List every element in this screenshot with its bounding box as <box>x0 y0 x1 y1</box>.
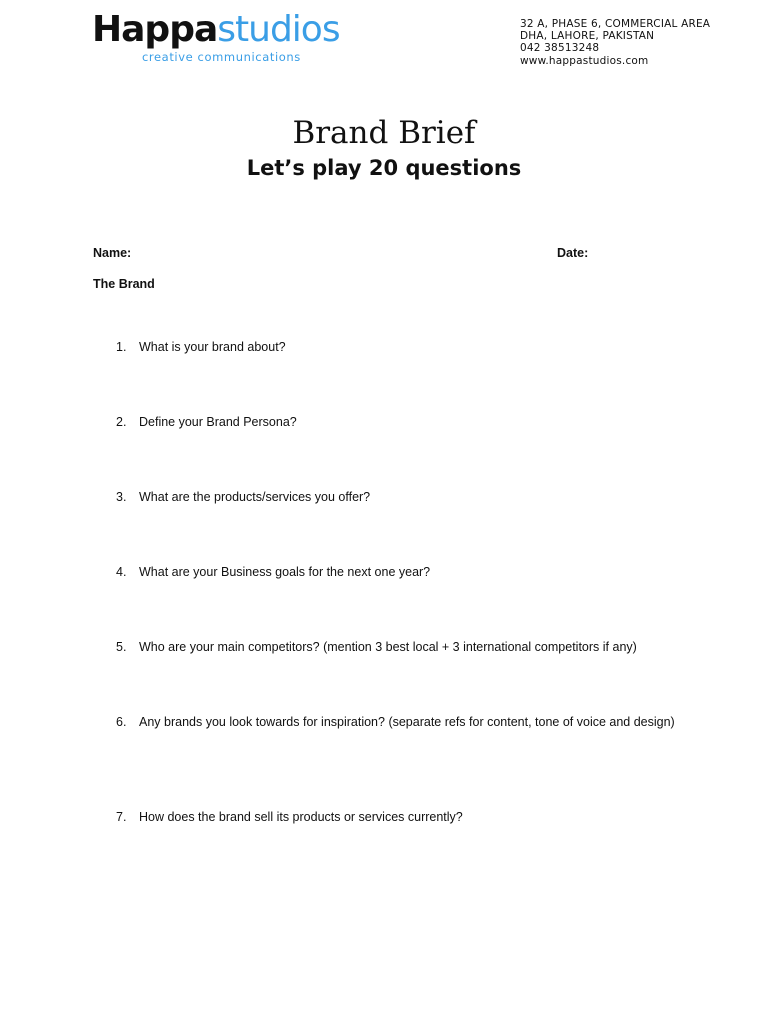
question-text: How does the brand sell its products or services currently? <box>139 810 463 824</box>
address-line: DHA, LAHORE, PAKISTAN <box>520 30 655 43</box>
logo-wordmark <box>92 10 340 50</box>
question-number: 4. <box>116 565 127 579</box>
name-field-label: Name: <box>93 246 132 260</box>
happastudios-logo <box>92 9 340 66</box>
question-number: 3. <box>116 490 127 504</box>
document-subtitle: Let’s play 20 questions <box>246 156 522 180</box>
website-url: www.happastudios.com <box>520 54 649 67</box>
logo-wordmark-bold: Happa <box>92 9 218 50</box>
question-text: Who are your main competitors? (mention 3 best local + 3 international competitors if any) <box>139 640 637 654</box>
question-text: What are your Business goals for the next one year? <box>139 565 431 579</box>
question-text: Define your Brand Persona? <box>139 415 297 429</box>
question-text: What are the products/services you offer? <box>139 490 371 504</box>
phone-number: 042 38513248 <box>520 42 600 55</box>
logo-wordmark-light: studios <box>217 9 340 50</box>
address-line: 32 A, PHASE 6, COMMERCIAL AREA <box>520 18 711 30</box>
question-number: 1. <box>116 340 127 354</box>
document-title: Brand Brief <box>292 115 476 151</box>
question-number: 2. <box>116 415 127 429</box>
question-number: 6. <box>116 715 127 729</box>
company-address <box>520 18 710 67</box>
date-field-label: Date: <box>557 246 589 260</box>
question-text: What is your brand about? <box>139 340 286 354</box>
question-number: 7. <box>116 810 127 824</box>
question-number: 5. <box>116 640 127 654</box>
question-text: Any brands you look towards for inspiration? (separate refs for content, tone of voice and design) <box>139 715 675 729</box>
logo-tagline: creative communications <box>142 50 301 64</box>
section-heading: The Brand <box>93 277 155 291</box>
